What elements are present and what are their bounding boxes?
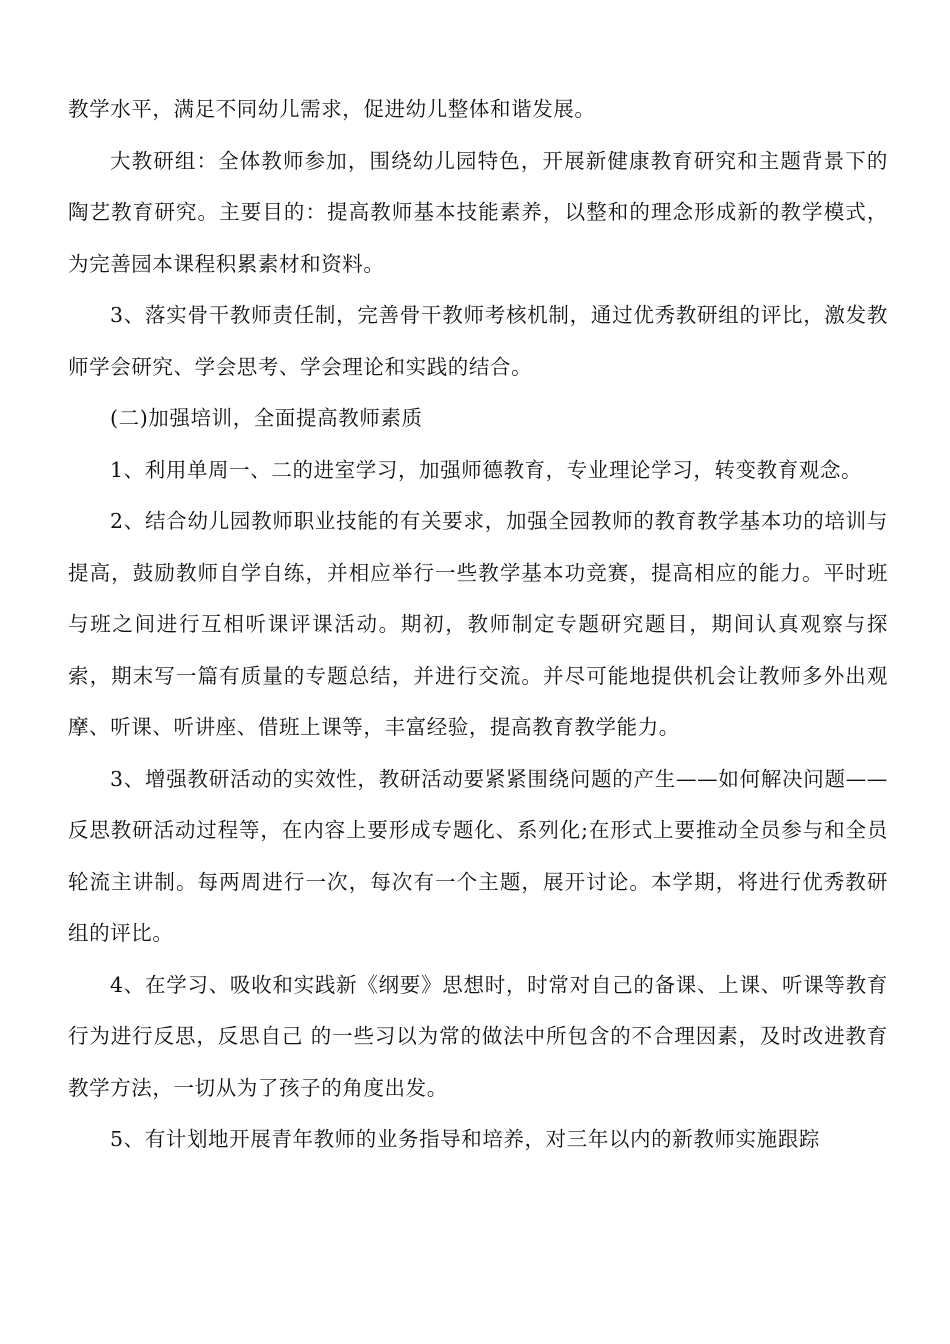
- paragraph-item-5-young-teachers: 5、有计划地开展青年教师的业务指导和培养，对三年以内的新教师实施跟踪: [110, 1127, 820, 1151]
- section-heading-training: (二)加强培训，全面提高教师素质: [110, 406, 423, 430]
- paragraph-item-3-backbone-teachers: 3、落实骨干教师责任制，完善骨干教师考核机制，通过优秀教研组的评比，激发教师学会研究、学会思考、学会理论和实践的结合。: [68, 303, 888, 379]
- paragraph-continuation: 教学水平，满足不同幼儿需求，促进幼儿整体和谐发展。: [68, 97, 596, 121]
- document-body: [68, 84, 888, 1166]
- paragraph-item-2-skills: 2、结合幼儿园教师职业技能的有关要求，加强全园教师的教育教学基本功的培训与提高，鼓励教师自学自练，并相应举行一些教学基本功竞赛，提高相应的能力。平时班与班之间进行互相听课评课活动。期初，教师制定专题研究题目，期间认真观察与探索，期末写一篇有质量的专题总结，并进行交流。并尽可能地提供机会让教师多外出观摩、听课、听讲座、借班上课等，丰富经验，提高教育教学能力。: [68, 509, 888, 739]
- paragraph-item-3-research-activities: 3、增强教研活动的实效性，教研活动要紧紧围绕问题的产生——如何解决问题——反思教研活动过程等，在内容上要形成专题化、系列化;在形式上要推动全员参与和全员轮流主讲制。每两周进行一次，每次有一个主题，展开讨论。本学期，将进行优秀教研组的评比。: [68, 766, 888, 945]
- paragraph-item-1-study: 1、利用单周一、二的进室学习，加强师德教育，专业理论学习，转变教育观念。: [110, 457, 863, 482]
- paragraph-large-research-group: 大教研组：全体教师参加，围绕幼儿园特色，开展新健康教育研究和主题背景下的陶艺教育研究。主要目的：提高教师基本技能素养，以整和的理念形成新的教学模式，为完善园本课程积累素材和资料。: [68, 148, 888, 276]
- paragraph-item-4-reflection: 4、在学习、吸收和实践新《纲要》思想时，时常对自己的备课、上课、听课等教育行为进行反思，反思自己 的一些习以为常的做法中所包含的不合理因素，及时改进教育教学方法，一切从为了孩子的角度出发。: [68, 972, 888, 1100]
